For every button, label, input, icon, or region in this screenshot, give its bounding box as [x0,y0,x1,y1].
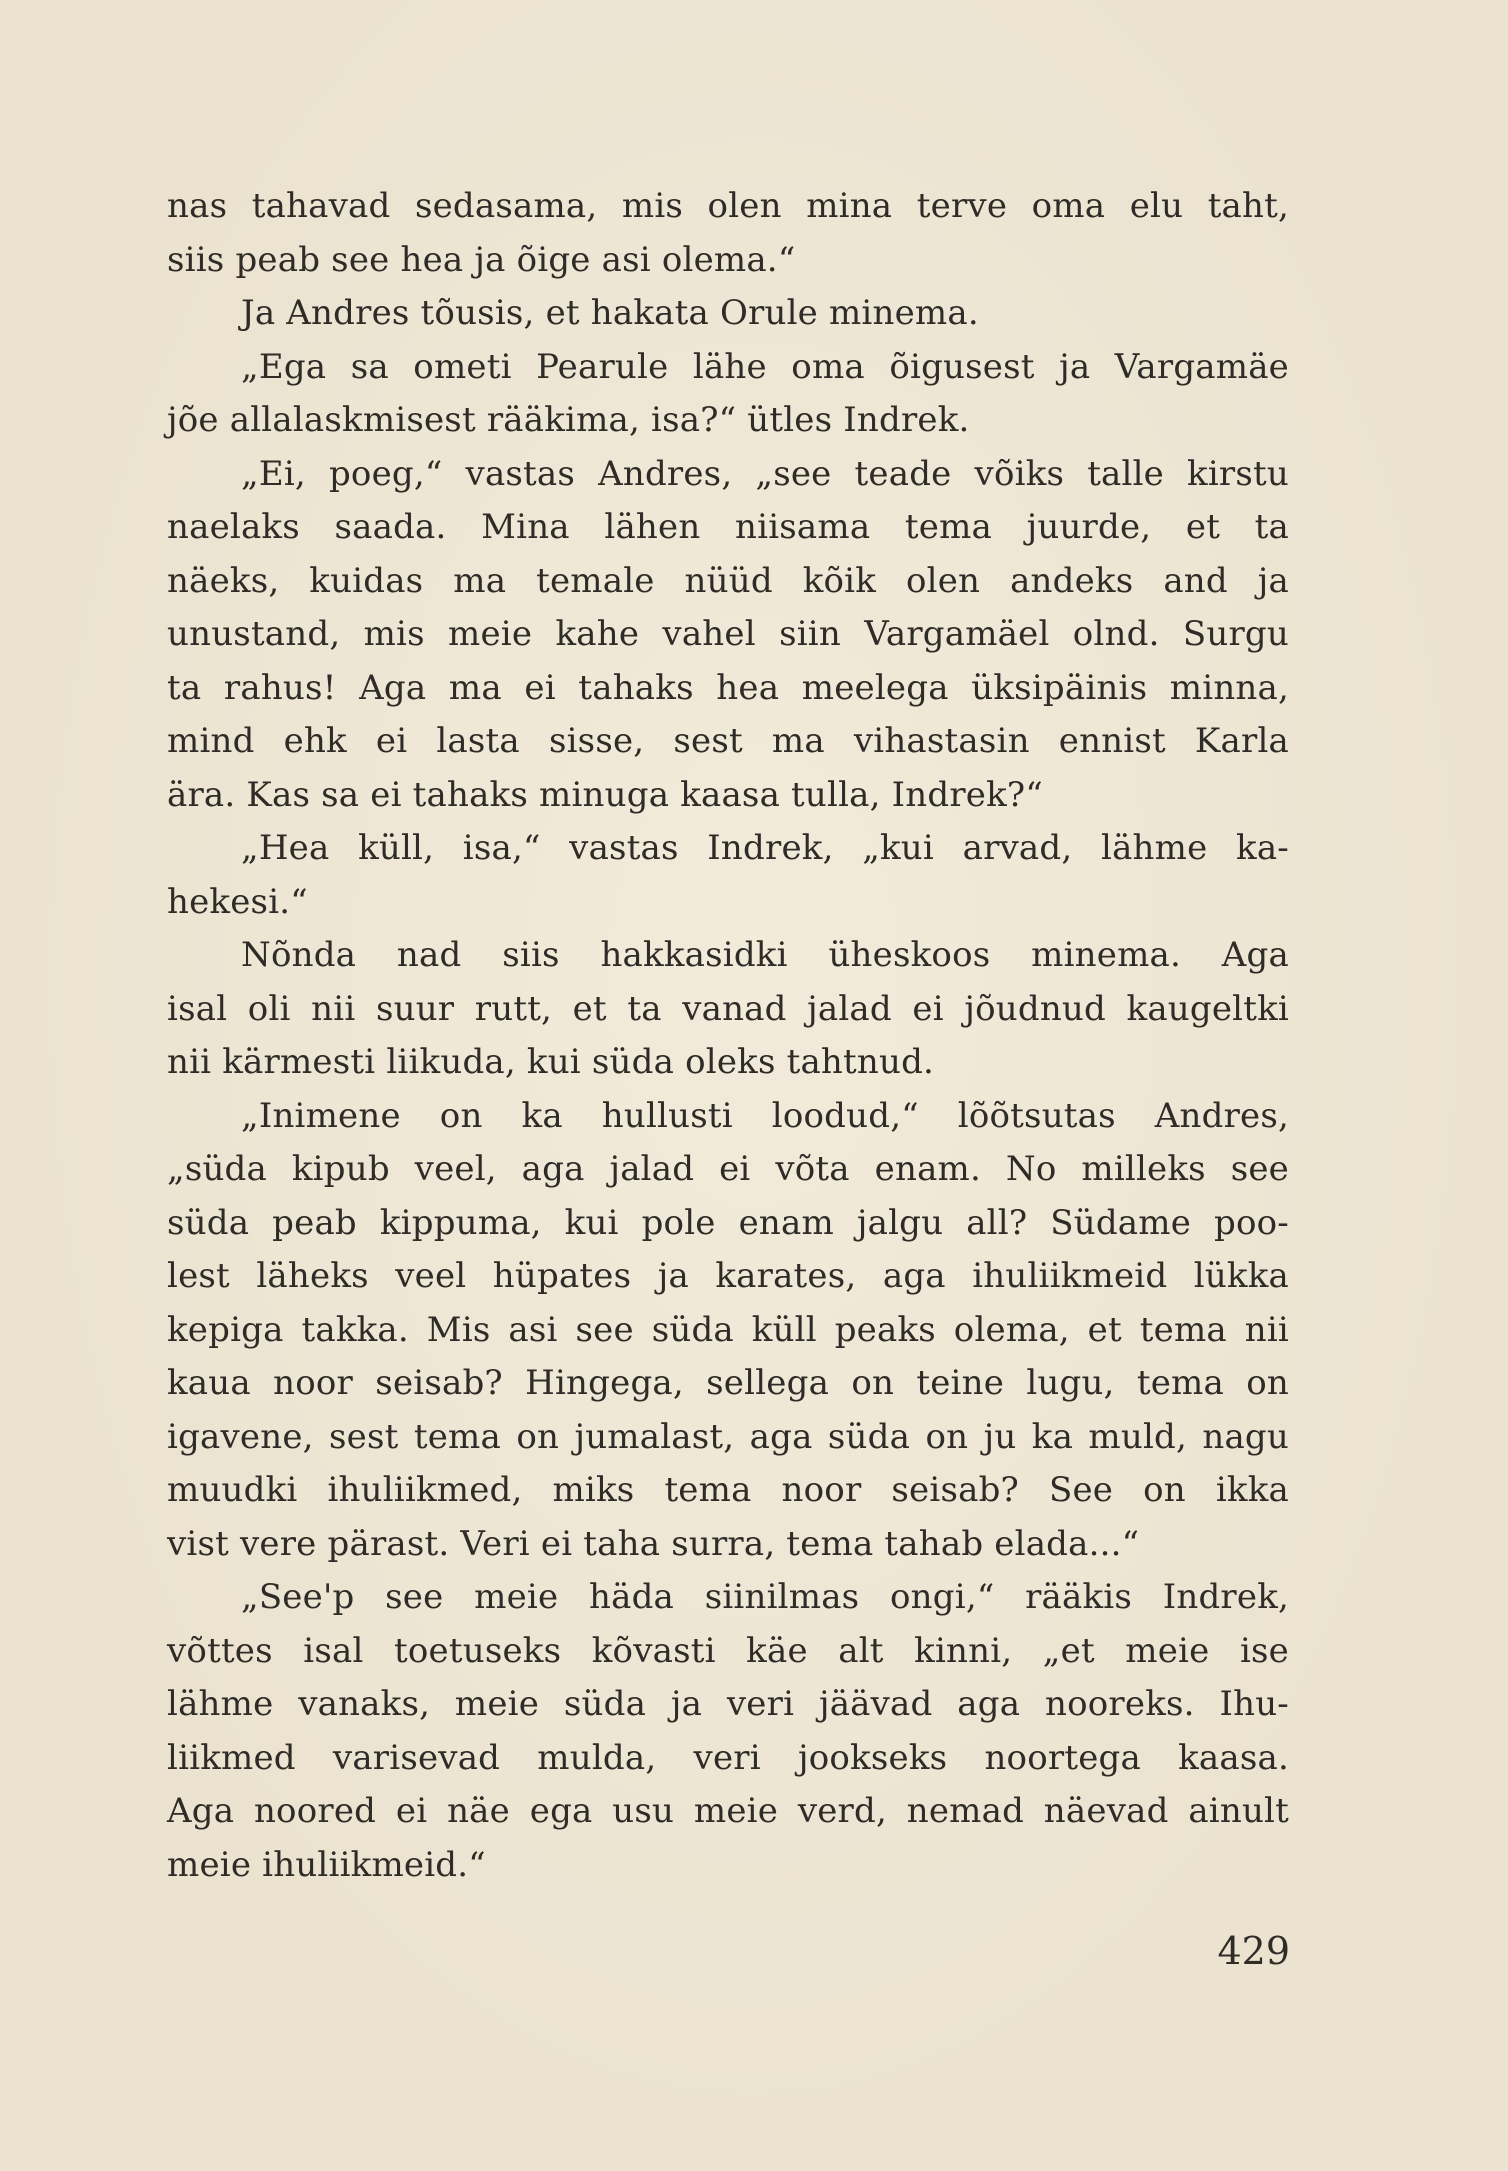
text-line: näeks, kuidas ma temale nüüd kõik olen andeks and ja [167,560,1289,601]
text-line: „See'p see meie häda siinilmas ongi,“ rääkis Indrek, [241,1577,1289,1617]
text-line: naelaks saada. Mina lähen niisama tema juurde, et ta [167,507,1289,547]
text-line: „Hea küll, isa,“ vastas Indrek, „kui arvad, lähme ka- [241,828,1289,868]
text-line: nii kärmesti liikuda, kui süda oleks tahtnud. [167,1042,935,1082]
text-line: lest läheks veel hüpates ja karates, aga ihuliikmeid lükka [167,1256,1289,1296]
text-line: „Ei, poeg,“ vastas Andres, „see teade võiks talle kirstu [241,453,1289,494]
body-text [167,180,1289,1892]
text-line: ära. Kas sa ei tahaks minuga kaasa tulla, Indrek?“ [167,774,1043,815]
text-line: igavene, sest tema on jumalast, aga süda on ju ka muld, nagu [167,1416,1289,1457]
text-line: Ja Andres tõusis, et hakata Orule minema. [241,293,979,333]
text-line: kaua noor seisab? Hingega, sellega on teine lugu, tema on [167,1363,1289,1403]
text-line: muudki ihuliikmed, miks tema noor seisab? See on ikka [167,1470,1289,1510]
text-line: unustand, mis meie kahe vahel siin Vargamäel olnd. Surgu [167,614,1289,654]
text-line: hekesi.“ [167,881,308,922]
text-line: vist vere pärast. Veri ei taha surra, tema tahab elada...“ [167,1523,1140,1564]
text-line: võttes isal toetuseks kõvasti käe alt kinni, „et meie ise [167,1630,1289,1671]
text-line: isal oli nii suur rutt, et ta vanad jalad ei jõudnud kaugeltki [167,988,1289,1029]
text-line: liikmed varisevad mulda, veri jookseks noortega kaasa. [167,1737,1289,1778]
text-line: mind ehk ei lasta sisse, sest ma vihastasin ennist Karla [167,721,1289,761]
text-line: „süda kipub veel, aga jalad ei võta enam. No milleks see [167,1149,1289,1189]
text-line: kepiga takka. Mis asi see süda küll peaks olema, et tema nii [167,1309,1289,1350]
text-line: siis peab see hea ja õige asi olema.“ [167,239,796,280]
text-line: meie ihuliikmeid.“ [167,1844,486,1885]
text-line: nas tahavad sedasama, mis olen mina terve oma elu taht, [167,186,1289,226]
text-line: Nõnda nad siis hakkasidki üheskoos minema. Aga [241,935,1289,975]
text-line: „Ega sa ometi Pearule lähe oma õigusest ja Vargamäe [241,346,1289,387]
text-line: lähme vanaks, meie süda ja veri jäävad aga nooreks. Ihu- [167,1684,1289,1724]
text-line: „Inimene on ka hullusti loodud,“ lõõtsutas Andres, [241,1095,1289,1136]
page-number: 429 [1217,1929,1290,1973]
text-line: jõe allalaskmisest rääkima, isa?“ ütles Indrek. [167,400,970,440]
text-line: Aga noored ei näe ega usu meie verd, nemad näevad ainult [167,1791,1289,1831]
text-line: süda peab kippuma, kui pole enam jalgu all? Südame poo- [167,1202,1289,1243]
text-line: ta rahus! Aga ma ei tahaks hea meelega üksipäinis minna, [167,667,1289,708]
